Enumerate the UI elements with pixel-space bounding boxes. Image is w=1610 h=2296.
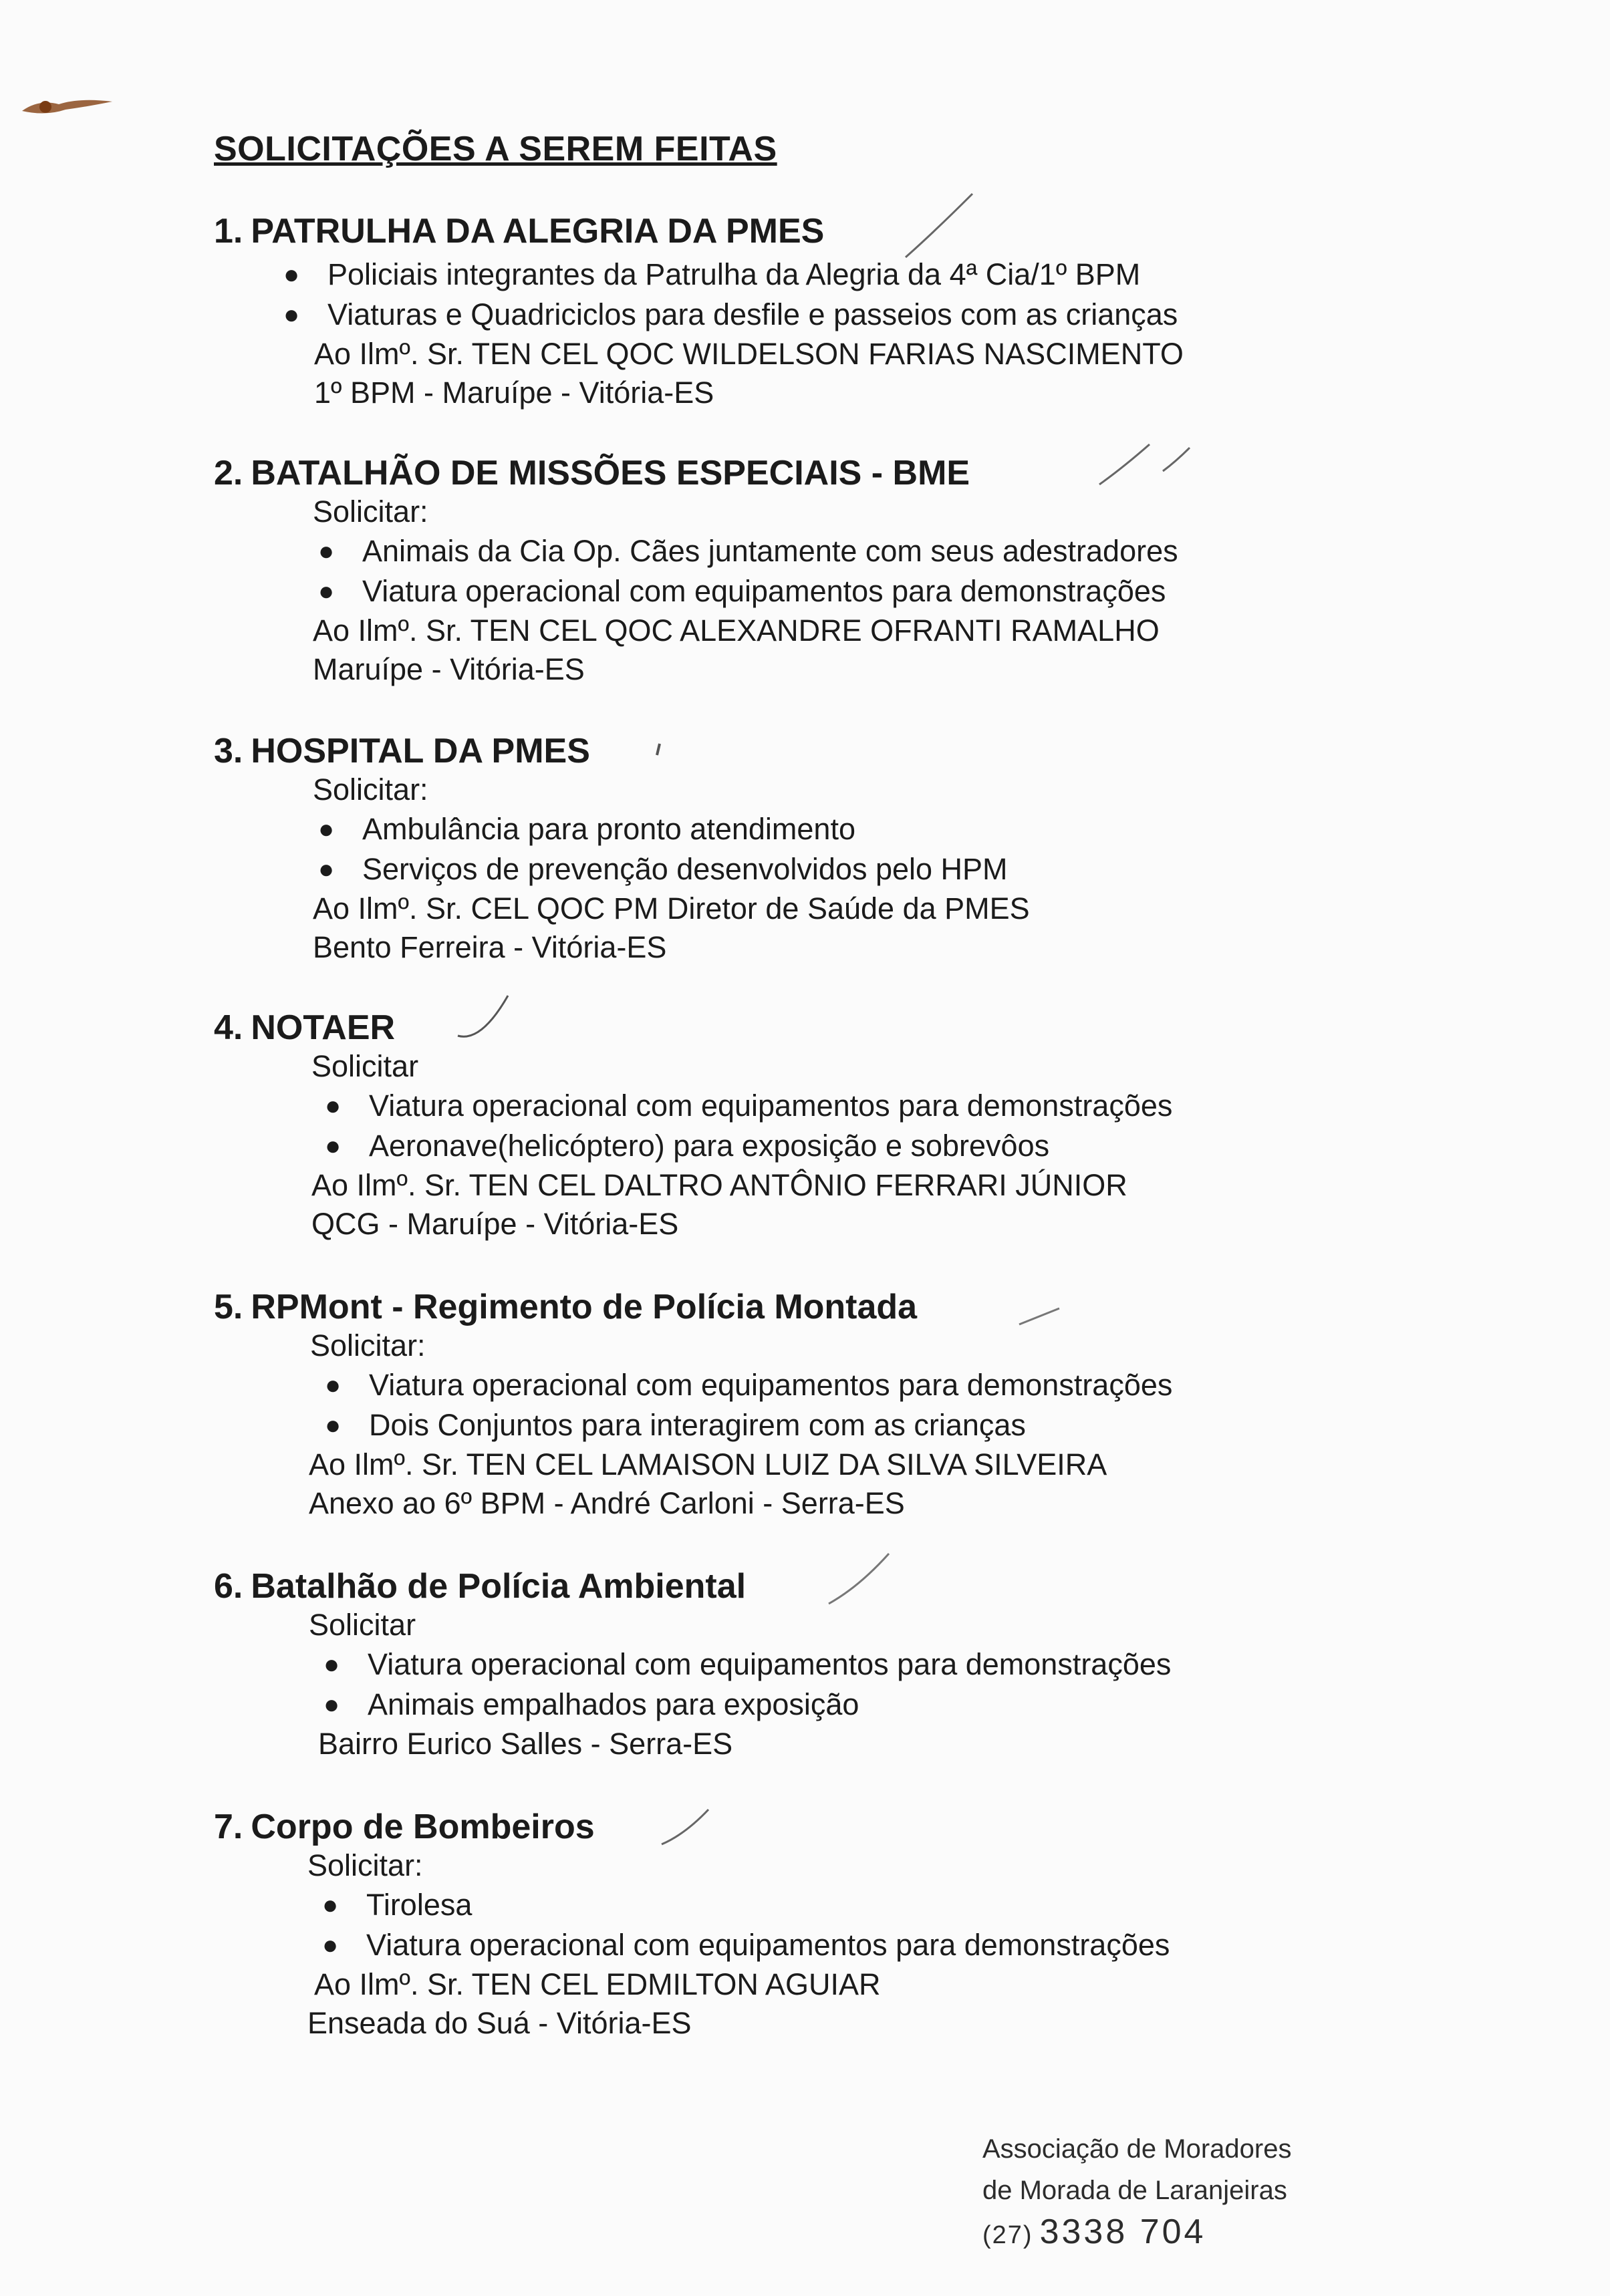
list-item: ● Aeronave(helicóptero) para exposição e sobrevôos xyxy=(325,1129,1050,1163)
list-item: ● Viatura operacional com equipamentos para demonstrações xyxy=(323,1647,1172,1682)
address-line: QCG - Maruípe - Vitória-ES xyxy=(311,1207,679,1242)
list-item: ● Viatura operacional com equipamentos para demonstrações xyxy=(325,1089,1173,1123)
address-line: 1º BPM - Maruípe - Vitória-ES xyxy=(314,376,714,410)
request-list xyxy=(214,1086,1172,1166)
request-list xyxy=(214,1885,1170,1965)
address-line: Ao Ilmº. Sr. TEN CEL DALTRO ANTÔNIO FERRARI JÚNIOR xyxy=(311,1168,1127,1203)
section-heading: 6. Batalhão de Polícia Ambiental xyxy=(214,1567,747,1606)
address-line: Enseada do Suá - Vitória-ES xyxy=(307,2006,692,2041)
list-item: ● Viatura operacional com equipamentos para demonstrações xyxy=(318,574,1166,609)
phone-area-code: (27) xyxy=(982,2221,1033,2249)
address-line: Ao Ilmº. Sr. CEL QOC PM Diretor de Saúde da PMES xyxy=(313,891,1030,926)
check-mark-icon xyxy=(454,989,515,1049)
request-label: Solicitar: xyxy=(313,772,428,807)
check-mark-icon xyxy=(1016,1303,1063,1330)
list-item: ● Serviços de prevenção desenvolvidos pelo HPM xyxy=(318,852,1008,887)
request-label: Solicitar: xyxy=(307,1848,423,1883)
list-item: ● Viatura operacional com equipamentos para demonstrações xyxy=(325,1368,1173,1403)
check-mark-icon xyxy=(902,190,976,264)
request-list xyxy=(214,255,1184,335)
section-3 xyxy=(214,732,1030,967)
section-1 xyxy=(214,212,1184,412)
stamp-line: de Morada de Laranjeiras xyxy=(982,2176,1287,2205)
address-line: Maruípe - Vitória-ES xyxy=(313,652,585,687)
address-line: Ao Ilmº. Sr. TEN CEL QOC ALEXANDRE OFRANTI RAMALHO xyxy=(313,613,1160,648)
request-list xyxy=(214,1365,1172,1445)
list-item: ● Viaturas e Quadriciclos para desfile e passeios com as crianças xyxy=(283,297,1178,332)
document-title: SOLICITAÇÕES A SEREM FEITAS xyxy=(214,130,777,168)
address-line: Bairro Eurico Salles - Serra-ES xyxy=(318,1727,733,1761)
section-heading: 7. Corpo de Bombeiros xyxy=(214,1808,595,1846)
address-line: Anexo ao 6º BPM - André Carloni - Serra-ES xyxy=(309,1486,905,1521)
phone-number: 3338 704 xyxy=(1039,2212,1206,2251)
request-list xyxy=(214,1644,1171,1725)
request-list xyxy=(214,809,1030,889)
request-label: Solicitar xyxy=(309,1608,416,1642)
check-mark-icon xyxy=(658,1804,712,1851)
check-mark-icon xyxy=(652,740,665,760)
section-heading: 1. PATRULHA DA ALEGRIA DA PMES xyxy=(214,212,825,251)
section-heading: 3. HOSPITAL DA PMES xyxy=(214,732,590,770)
section-heading: 4. NOTAER xyxy=(214,1008,396,1047)
list-item: ● Dois Conjuntos para interagirem com as crianças xyxy=(325,1408,1026,1443)
ink-smudge xyxy=(19,92,119,119)
check-mark-icon xyxy=(825,1550,892,1610)
list-item: ● Viatura operacional com equipamentos para demonstrações xyxy=(322,1928,1170,1963)
address-line: Bento Ferreira - Vitória-ES xyxy=(313,930,667,965)
list-item: ● Animais da Cia Op. Cães juntamente com seus adestradores xyxy=(318,534,1178,569)
request-label: Solicitar xyxy=(311,1049,419,1084)
section-4 xyxy=(214,1009,1172,1244)
section-heading: 2. BATALHÃO DE MISSÕES ESPECIAIS - BME xyxy=(214,454,970,492)
list-item: ● Policiais integrantes da Patrulha da Alegria da 4ª Cia/1º BPM xyxy=(283,257,1141,292)
address-line: Ao Ilmº. Sr. TEN CEL EDMILTON AGUIAR xyxy=(314,1967,881,2002)
list-item: ● Animais empalhados para exposição xyxy=(323,1687,859,1722)
request-label: Solicitar: xyxy=(313,494,428,529)
list-item: ● Ambulância para pronto atendimento xyxy=(318,812,855,847)
list-item: ● Tirolesa xyxy=(322,1888,473,1922)
address-line: Ao Ilmº. Sr. TEN CEL LAMAISON LUIZ DA SILVA SILVEIRA xyxy=(309,1447,1107,1482)
request-label: Solicitar: xyxy=(310,1328,426,1363)
section-heading: 5. RPMont - Regimento de Polícia Montada xyxy=(214,1288,918,1326)
request-list xyxy=(214,531,1178,611)
section-2 xyxy=(214,454,1178,689)
check-mark-icon xyxy=(1096,438,1196,491)
address-line: Ao Ilmº. Sr. TEN CEL QOC WILDELSON FARIAS NASCIMENTO xyxy=(314,337,1184,372)
stamp-line: Associação de Moradores xyxy=(982,2134,1292,2164)
association-stamp xyxy=(982,2128,1291,2256)
stamp-phone xyxy=(982,2211,1291,2256)
section-6 xyxy=(214,1568,1171,1763)
